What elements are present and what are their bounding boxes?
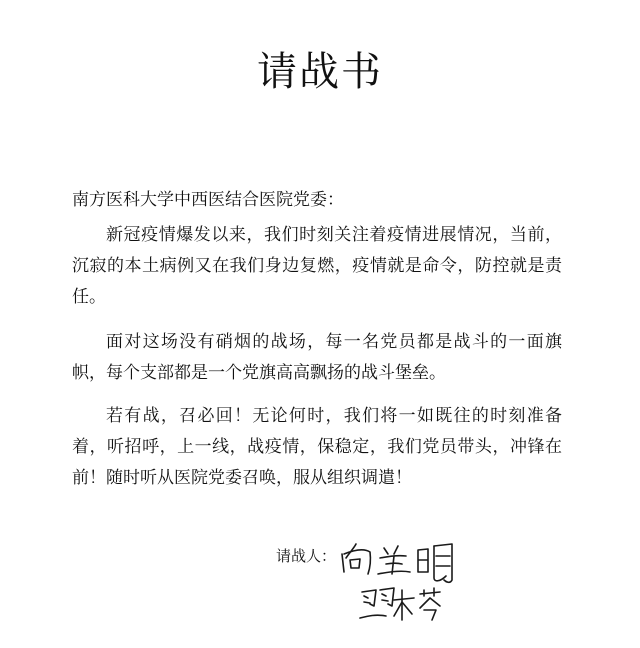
signature-drawing bbox=[340, 532, 490, 632]
handwritten-signature bbox=[340, 532, 490, 632]
signature-label: 请战人： bbox=[276, 547, 337, 565]
paragraph-3: 若有战，召必回！无论何时，我们将一如既往的时刻准备着，听招呼，上一线，战疫情，保稳定，我们党员带头，冲锋在前！随时听从医院党委召唤，服从组织调遣！ bbox=[72, 406, 562, 488]
paragraph-1: 新冠疫情爆发以来，我们时刻关注着疫情进展情况，当前，沉寂的本土病例又在我们身边复燃，疫情就是命令，防控就是责任。 bbox=[72, 225, 562, 307]
paragraph-2: 面对这场没有硝烟的战场，每一名党员都是战斗的一面旗帜，每个支部都是一个党旗高高飘扬的战斗堡垒。 bbox=[72, 332, 562, 383]
document-title: 请战书 bbox=[257, 49, 383, 95]
salutation: 南方医科大学中西医结合医院党委： bbox=[72, 190, 344, 210]
